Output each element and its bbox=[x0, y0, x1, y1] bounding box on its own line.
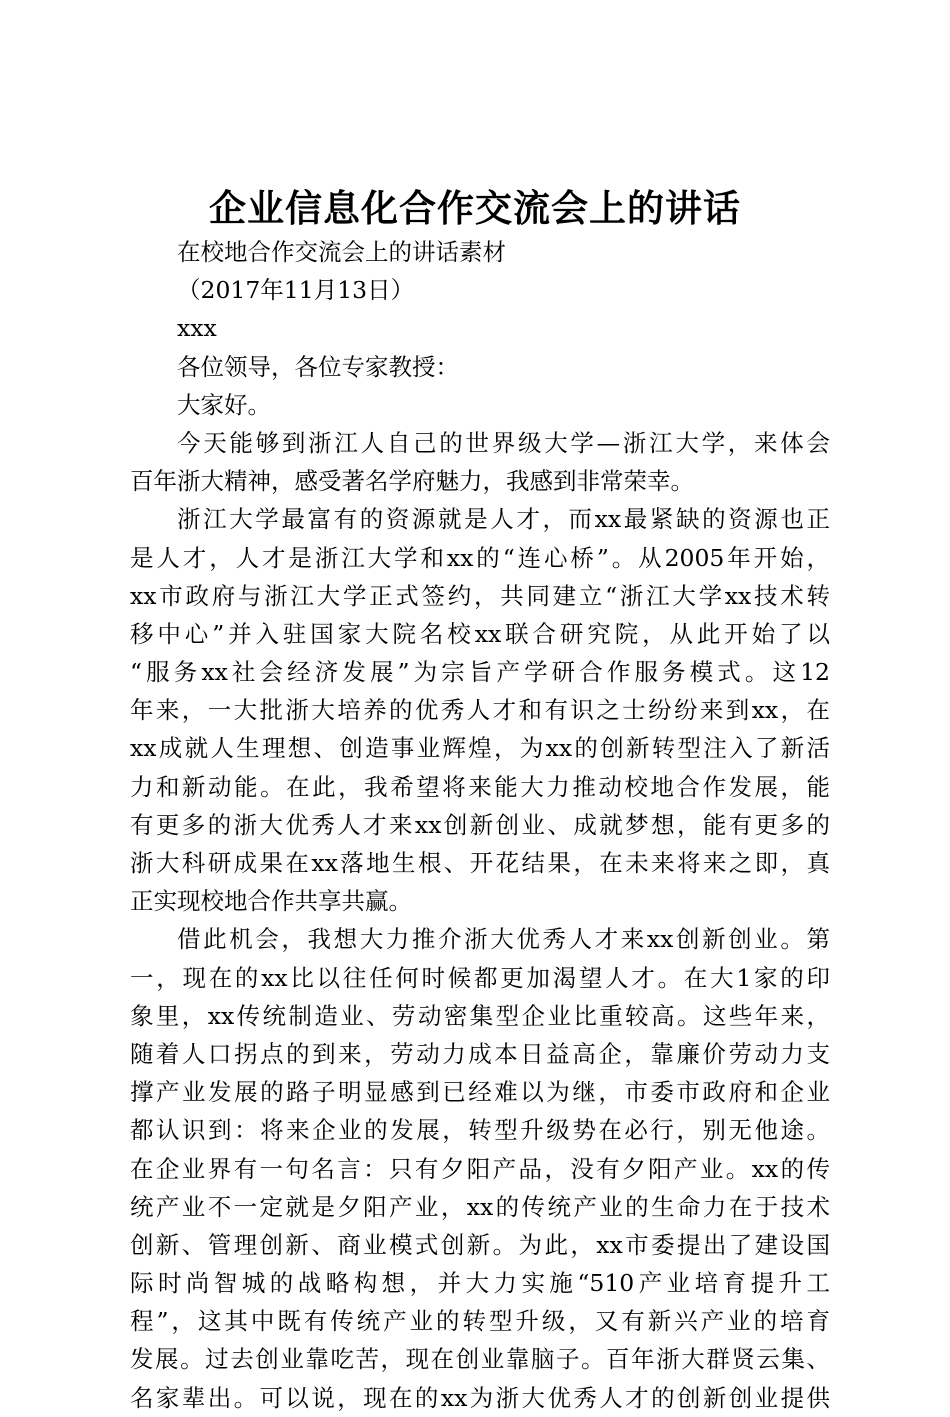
paragraph-line: 发展。过去创业靠吃苦，现在创业靠脑子。百年浙大群贤云集、 bbox=[130, 1345, 830, 1374]
paragraph-line: 名家辈出。可以说，现在的xx为浙大优秀人才的创新创业提供 bbox=[130, 1383, 830, 1412]
salutation-line: 各位领导，各位专家教授： bbox=[177, 352, 459, 381]
paragraph-line: 今天能够到浙江人自己的世界级大学—浙江大学，来体会 bbox=[177, 428, 830, 457]
document-body bbox=[130, 233, 830, 1417]
paragraph-line: 创新、管理创新、商业模式创新。为此，xx市委提出了建设国 bbox=[130, 1230, 830, 1259]
paragraph-line: 在企业界有一句名言：只有夕阳产品，没有夕阳产业。xx的传 bbox=[130, 1154, 830, 1183]
paragraph-line: 象里，xx传统制造业、劳动密集型企业比重较高。这些年来， bbox=[130, 1001, 830, 1030]
paragraph-line: 百年浙大精神，感受著名学府魅力，我感到非常荣幸。 bbox=[130, 467, 694, 496]
paragraph-line: 年来，一大批浙大培养的优秀人才和有识之士纷纷来到xx，在 bbox=[130, 696, 830, 725]
paragraph-line: 撑产业发展的路子明显感到已经难以为继，市委市政府和企业 bbox=[130, 1078, 830, 1107]
date-line: （2017年11月13日） bbox=[177, 276, 415, 305]
paragraph-line: 程”，这其中既有传统产业的转型升级，又有新兴产业的培育 bbox=[130, 1307, 830, 1336]
paragraph-line: 统产业不一定就是夕阳产业，xx的传统产业的生命力在于技术 bbox=[130, 1192, 830, 1221]
paragraph-line: 移中心”并入驻国家大院名校xx联合研究院，从此开始了以 bbox=[130, 619, 830, 648]
paragraph-line: 都认识到：将来企业的发展，转型升级势在必行，别无他途。 bbox=[130, 1116, 830, 1145]
paragraph-line: 浙大科研成果在xx落地生根、开花结果，在未来将来之即，真 bbox=[130, 849, 830, 877]
greeting-line: 大家好。 bbox=[177, 390, 271, 419]
document-title: 企业信息化合作交流会上的讲话 bbox=[209, 186, 741, 230]
subtitle-line: 在校地合作交流会上的讲话素材 bbox=[177, 238, 506, 266]
paragraph-line: 力和新动能。在此，我希望将来能大力推动校地合作发展，能 bbox=[130, 772, 830, 801]
paragraph-line: 借此机会，我想大力推介浙大优秀人才来xx创新创业。第 bbox=[177, 925, 830, 954]
paragraph-line: 际时尚智城的战略构想，并大力实施“510产业培育提升工 bbox=[130, 1269, 830, 1298]
paragraph-line: 随着人口拐点的到来，劳动力成本日益高企，靠廉价劳动力支 bbox=[130, 1039, 830, 1068]
paragraph-line: 正实现校地合作共享共赢。 bbox=[130, 887, 412, 916]
paragraph-line: “服务xx社会经济发展”为宗旨产学研合作服务模式。这12 bbox=[130, 658, 830, 687]
speaker-line: xxx bbox=[177, 314, 217, 343]
paragraph-line: 是人才，人才是浙江大学和xx的“连心桥”。从2005年开始， bbox=[130, 543, 830, 572]
paragraph-line: 浙江大学最富有的资源就是人才，而xx最紧缺的资源也正 bbox=[177, 505, 830, 534]
paragraph-line: 有更多的浙大优秀人才来xx创新创业、成就梦想，能有更多的 bbox=[130, 810, 830, 839]
paragraph-line: xx成就人生理想、创造事业辉煌，为xx的创新转型注入了新活 bbox=[130, 734, 830, 763]
paragraph-line: xx市政府与浙江大学正式签约，共同建立“浙江大学xx技术转 bbox=[130, 581, 830, 610]
paragraph-line: 一，现在的xx比以往任何时候都更加渴望人才。在大1家的印 bbox=[130, 963, 830, 992]
